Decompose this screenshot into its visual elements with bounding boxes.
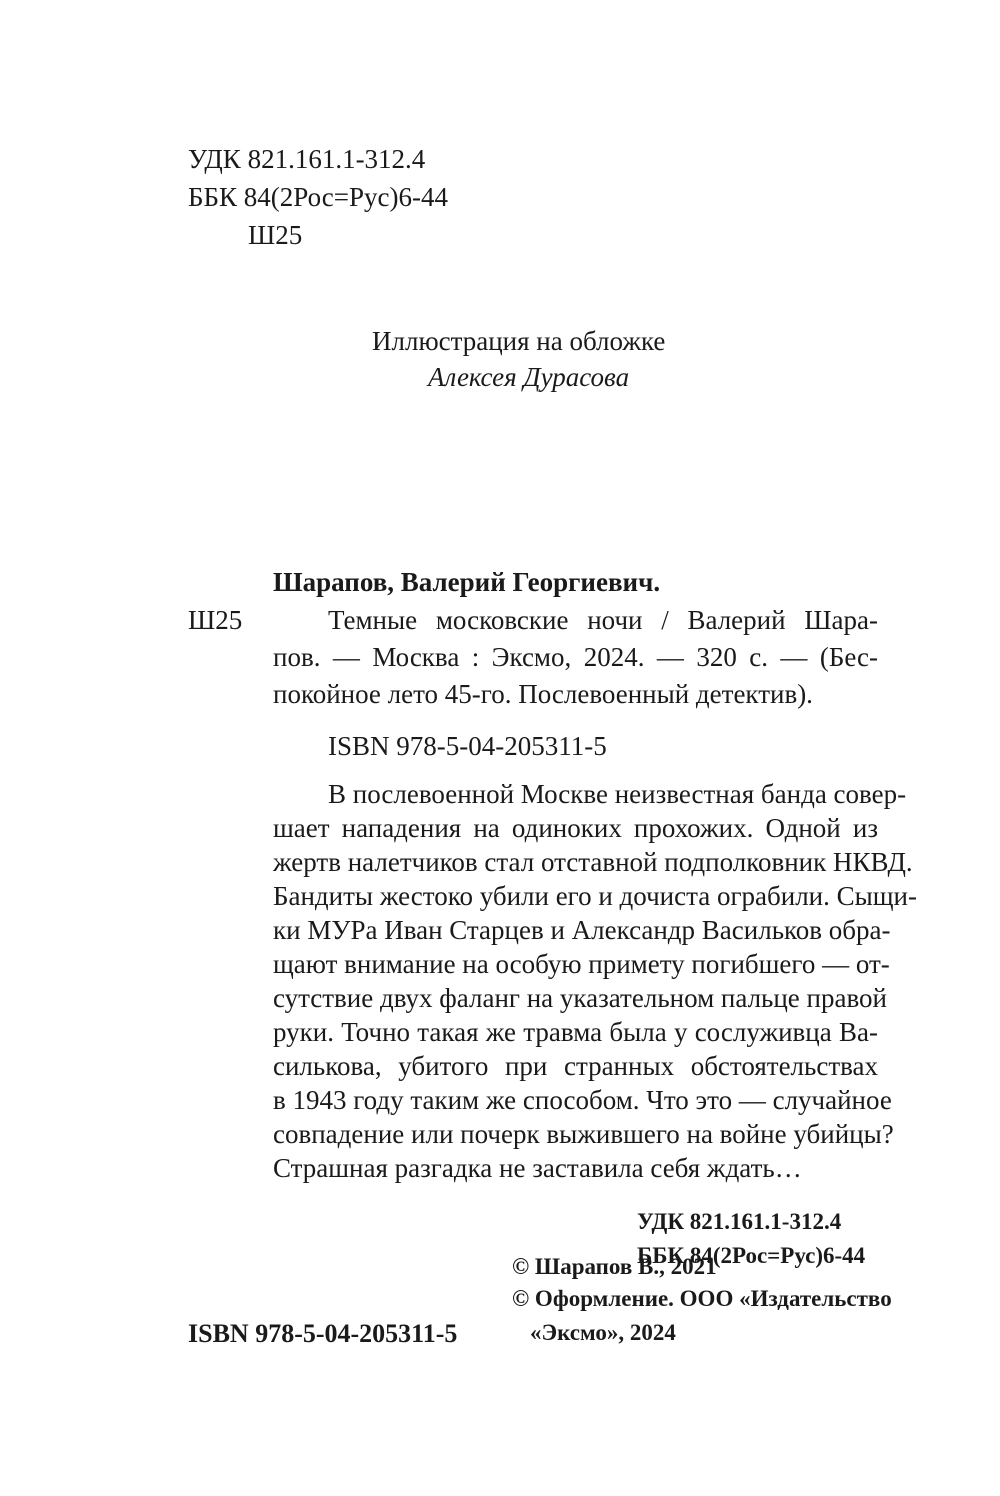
annotation-line: силькова, убитого при странных обстоятельствах <box>273 1051 878 1081</box>
annotation-line: руки. Точно такая же травма была у сослуживца Ва- <box>273 1017 878 1047</box>
copyright-design-year: «Эксмо», 2024 <box>530 1320 676 1345</box>
annotation-line: совпадение или почерк выжившего на войне убийцы? <box>273 1119 894 1149</box>
header-bbk: ББК 84(2Рос=Рус)6-44 <box>188 182 448 212</box>
annotation-line: ки МУРа Иван Старцев и Александр Васильков обра- <box>273 915 891 945</box>
annotation-line: щают внимание на особую примету погибшего — от- <box>273 949 890 979</box>
annotation-line: сутствие двух фаланг на указательном пальце правой <box>273 983 887 1013</box>
bib-description-line: пов. — Москва : Эксмо, 2024. — 320 с. — (Бес- <box>273 642 878 672</box>
header-author-mark: Ш25 <box>248 220 303 250</box>
bib-author-mark: Ш25 <box>188 605 243 635</box>
bib-description-line: покойное лето 45-го. Послевоенный детектив). <box>273 679 813 709</box>
annotation-line: жертв налетчиков стал отставной подполковник НКВД. <box>273 847 913 877</box>
bib-description-line: Темные московские ночи / Валерий Шара- <box>328 605 878 635</box>
illustrator-name: Алексея Дурасова <box>428 362 630 392</box>
bib-author: Шарапов, Валерий Георгиевич. <box>273 567 661 597</box>
annotation-line: В послевоенной Москве неизвестная банда совер- <box>328 779 907 809</box>
classification-bbk: ББК 84(2Рос=Рус)6-44 <box>637 1243 866 1268</box>
classification-udk: УДК 821.161.1-312.4 <box>637 1209 842 1234</box>
illustration-credit: Иллюстрация на обложке <box>372 326 666 356</box>
footer-isbn: ISBN 978-5-04-205311-5 <box>188 1319 458 1348</box>
header-udk: УДК 821.161.1-312.4 <box>188 144 426 174</box>
copyright-design: © Оформление. ООО «Издательство <box>512 1286 892 1311</box>
annotation-line: в 1943 году таким же способом. Что это — случайное <box>273 1085 892 1115</box>
bib-isbn: ISBN 978-5-04-205311-5 <box>328 731 607 761</box>
annotation-line: Бандиты жестоко убили его и дочиста ограбили. Сыщи- <box>273 881 917 911</box>
annotation-line: Страшная разгадка не заставила себя ждать… <box>273 1153 802 1183</box>
copyright-author: © Шарапов В., 2021 <box>512 1254 717 1279</box>
annotation-line: шает нападения на одиноких прохожих. Одной из <box>273 813 878 843</box>
